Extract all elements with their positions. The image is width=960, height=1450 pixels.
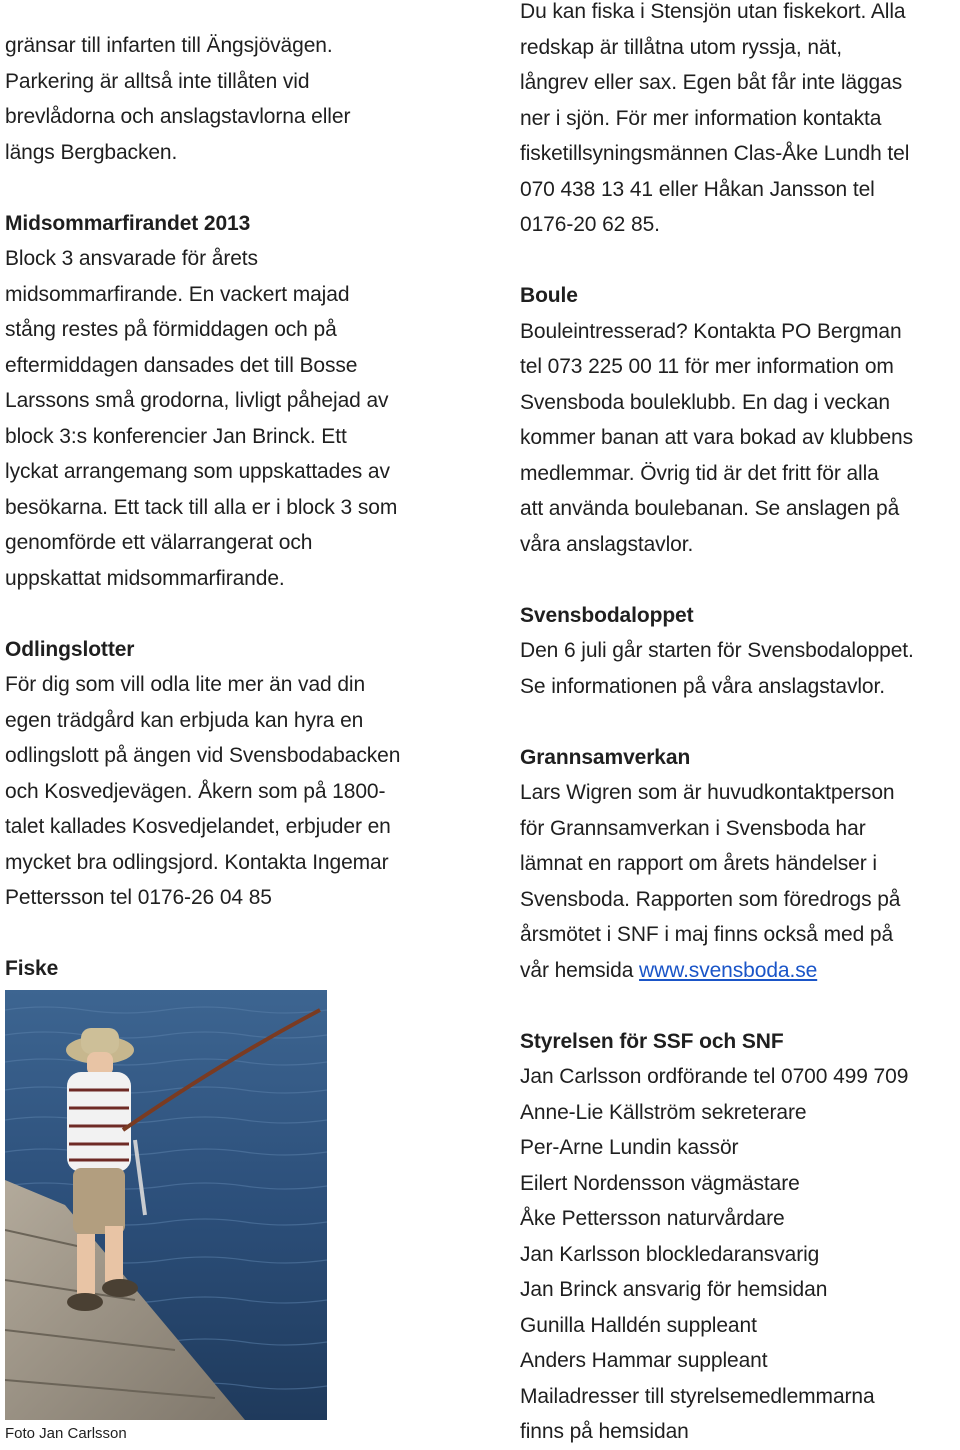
grannsamverkan-heading: Grannsamverkan [520,745,691,769]
grannsamverkan-line: Svensboda. Rapporten som föredrogs på [520,887,901,911]
boule-line: Svensboda bouleklubb. En dag i veckan [520,390,890,414]
grannsamverkan-line: för Grannsamverkan i Svensboda har [520,816,866,840]
right-column [520,0,960,1450]
midsommar-line: stång restes på förmiddagen och på [5,318,337,341]
styrelsen-line: Eilert Nordensson vägmästare [520,1171,800,1195]
intro-line: längs Bergbacken. [5,140,178,164]
odlingslotter-line: egen trädgård kan erbjuda kan hyra en [5,708,364,732]
midsommar-line: uppskattat midsommarfirande. [5,566,285,590]
fiske-line: Du kan fiska i Stensjön utan fiskekort. Alla [520,0,906,23]
midsommar-line: genomförde ett välarrangerat och [5,531,313,554]
grannsamverkan-last-line [520,953,960,989]
midsommar-line: midsommarfirande. En vackert majad [5,282,350,306]
svensbodaloppet-line: Den 6 juli går starten för Svensbodaloppet. [520,639,914,662]
styrelsen-line: Anne-Lie Källström sekreterare [520,1100,807,1124]
left-column [5,28,475,987]
fiske-line: redskap är tillåtna utom ryssja, nät, [520,35,842,59]
midsommar-line: Larssons små grodorna, livligt påhejad av [5,389,389,412]
odlingslotter-line: mycket bra odlingsjord. Kontakta Ingemar [5,850,389,874]
midsommar-heading: Midsommarfirandet 2013 [5,211,251,235]
grannsamverkan-line: lämnat en rapport om årets händelser i [520,852,877,875]
odlingslotter-line: För dig som vill odla lite mer än vad din [5,673,366,696]
website-link[interactable]: www.svensboda.se [639,958,818,982]
odlingslotter-line: och Kosvedjevägen. Åkern som på 1800- [5,779,386,803]
intro-line: gränsar till infarten till Ängsjövägen. [5,34,333,57]
styrelsen-line: Per-Arne Lundin kassör [520,1136,739,1159]
styrelsen-line: Åke Pettersson naturvårdare [520,1207,785,1230]
intro-line: Parkering är alltså inte tillåten vid [5,69,310,93]
odlingslotter-line: odlingslott på ängen vid Svensbodabacken [5,744,401,767]
styrelsen-line: Mailadresser till styrelsemedlemmarna [520,1384,875,1408]
boule-line: medlemmar. Övrig tid är det fritt för alla [520,461,879,485]
styrelsen-line: Jan Carlsson ordförande tel 0700 499 709 [520,1065,909,1088]
boule-line: att använda boulebanan. Se anslagen på [520,497,900,520]
svensbodaloppet-heading: Svensbodaloppet [520,603,694,627]
styrelsen-line: finns på hemsidan [520,1420,689,1443]
grannsamverkan-line: Lars Wigren som är huvudkontaktperson [520,781,895,804]
midsommar-line: lyckat arrangemang som uppskattades av [5,460,390,483]
fiske-line: långrev eller sax. Egen båt får inte läggas [520,71,903,94]
grannsamverkan-link-prefix: vår hemsida [520,958,640,982]
boule-heading: Boule [520,284,578,307]
styrelsen-line: Gunilla Halldén suppleant [520,1313,757,1337]
midsommar-line: eftermiddagen dansades det till Bosse [5,353,358,377]
fishing-photo [5,990,327,1420]
odlingslotter-line: talet kallades Kosvedjelandet, erbjuder en [5,815,391,838]
fiske-line: 070 438 13 41 eller Håkan Jansson tel [520,177,875,201]
fiske-heading: Fiske [5,957,59,980]
boule-line: tel 073 225 00 11 för mer information om [520,355,894,378]
photo-caption: Foto Jan Carlsson [5,1425,127,1442]
grannsamverkan-line: årsmötet i SNF i maj finns också med på [520,923,894,946]
midsommar-line: Block 3 ansvarade för årets [5,247,258,270]
styrelsen-line: Anders Hammar suppleant [520,1349,768,1372]
odlingslotter-heading: Odlingslotter [5,637,135,661]
styrelsen-line: Jan Brinck ansvarig för hemsidan [520,1278,828,1301]
midsommar-line: besökarna. Ett tack till alla er i block 3 som [5,495,398,519]
svensbodaloppet-line: Se informationen på våra anslagstavlor. [520,674,885,698]
boule-line: kommer banan att vara bokad av klubbens [520,426,913,449]
styrelsen-heading: Styrelsen för SSF och SNF [520,1029,784,1053]
styrelsen-line: Jan Karlsson blockledaransvarig [520,1242,820,1266]
boule-line: Bouleintresserad? Kontakta PO Bergman [520,319,902,343]
fiske-line: 0176-20 62 85. [520,213,660,236]
odlingslotter-line: Pettersson tel 0176-26 04 85 [5,886,272,909]
midsommar-line: block 3:s konferencier Jan Brinck. Ett [5,424,347,448]
intro-line: brevlådorna och anslagstavlorna eller [5,105,351,128]
fiske-line: fisketillsyningsmännen Clas-Åke Lundh tel [520,142,910,165]
fiske-line: ner i sjön. För mer information kontakta [520,106,882,130]
boule-line: våra anslagstavlor. [520,532,694,556]
